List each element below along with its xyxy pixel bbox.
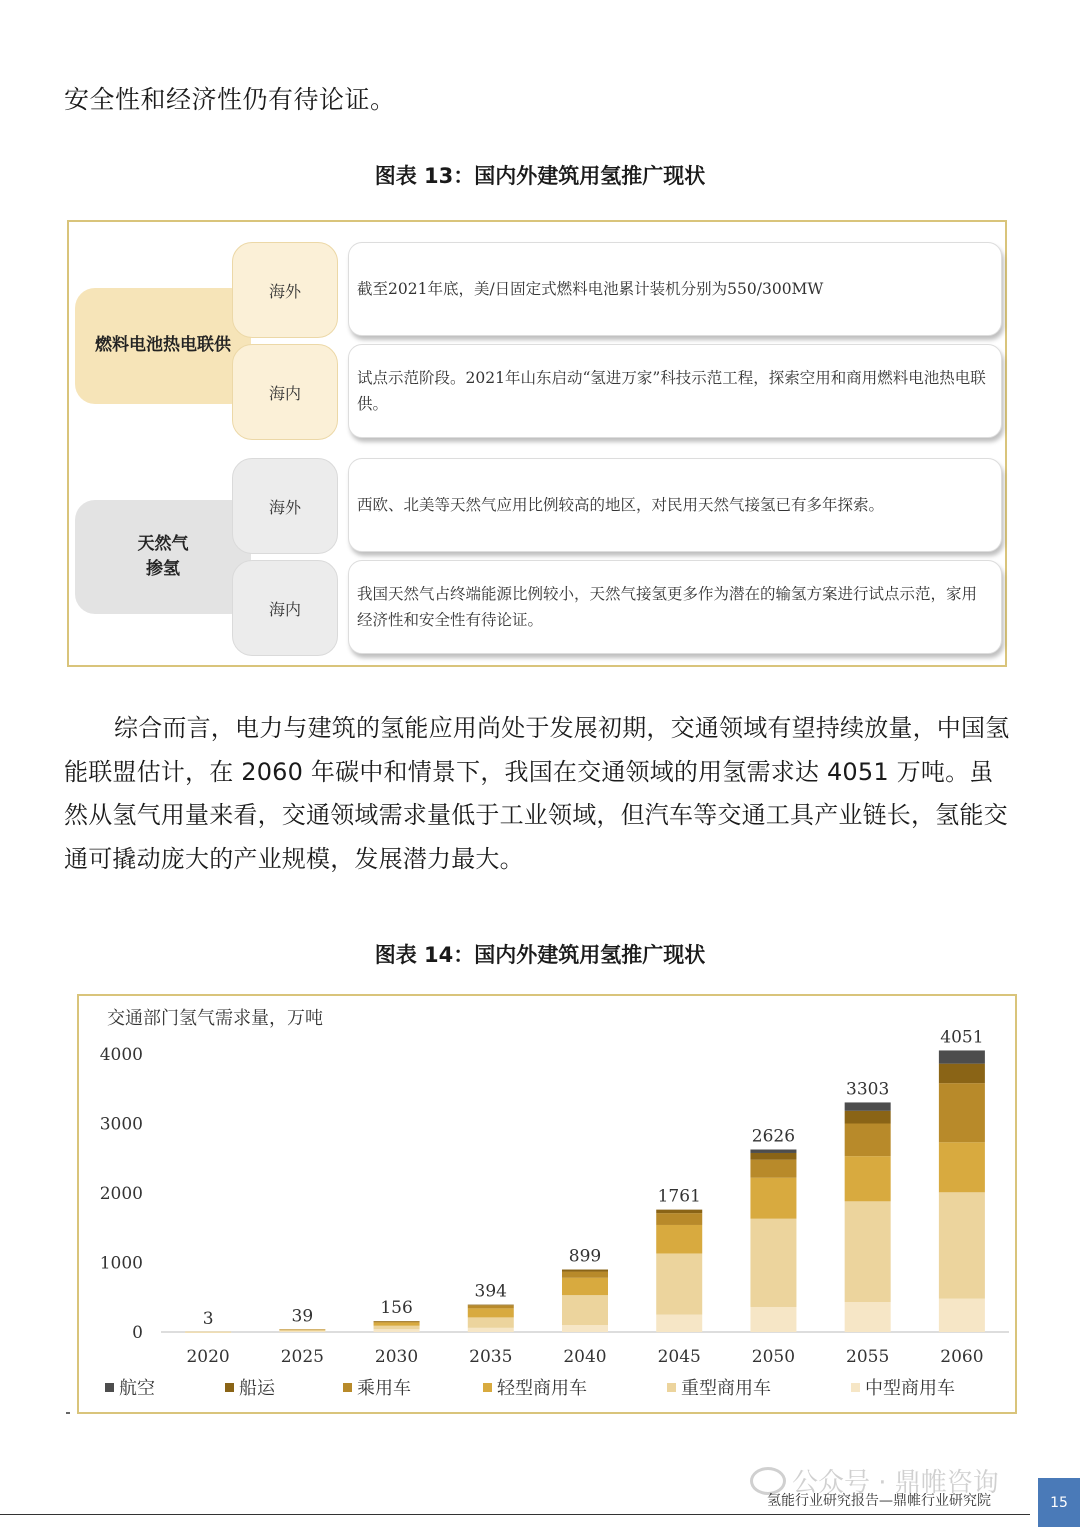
bar-segment bbox=[939, 1064, 985, 1084]
legend-swatch bbox=[667, 1383, 676, 1392]
data-label: 4051 bbox=[940, 1027, 984, 1048]
x-tick-label: 2025 bbox=[280, 1347, 324, 1367]
bar-segment bbox=[656, 1315, 702, 1332]
bar-segment bbox=[845, 1124, 891, 1157]
bar-segment bbox=[562, 1270, 608, 1272]
description-box: 我国天然气占终端能源比例较小，天然气接氢更多作为潜在的输氢方案进行试点示范，家用经济性和安全性有待论证。 bbox=[348, 560, 1002, 654]
x-tick-label: 2045 bbox=[657, 1347, 701, 1367]
legend-label: 中型商用车 bbox=[865, 1378, 955, 1399]
category-natural-gas-line2: 掺氢 bbox=[146, 559, 180, 579]
data-label: 3 bbox=[202, 1308, 214, 1329]
data-label: 156 bbox=[380, 1298, 413, 1319]
bar-segment bbox=[750, 1219, 796, 1307]
category-fuel-cell-chp: 燃料电池热电联供 bbox=[75, 288, 251, 404]
legend-swatch bbox=[343, 1383, 352, 1392]
figure-14-chart bbox=[77, 994, 1017, 1414]
legend-swatch bbox=[225, 1383, 234, 1392]
bar-segment bbox=[468, 1308, 514, 1317]
figure-14-title: 图表 14：国内外建筑用氢推广现状 bbox=[374, 943, 706, 967]
figure-13-diagram bbox=[67, 220, 1007, 667]
data-label: 39 bbox=[291, 1306, 314, 1327]
region-label-overseas: 海外 bbox=[232, 458, 338, 554]
bar-segment bbox=[468, 1305, 514, 1306]
legend-swatch bbox=[483, 1383, 492, 1392]
page-number: 15 bbox=[1038, 1478, 1080, 1527]
bar-segment bbox=[750, 1307, 796, 1332]
bar-segment bbox=[374, 1329, 420, 1332]
footer-divider bbox=[0, 1514, 1030, 1515]
region-label-domestic: 海内 bbox=[232, 560, 338, 656]
bar-segment bbox=[468, 1317, 514, 1327]
bar-segment bbox=[562, 1325, 608, 1332]
bar-segment bbox=[939, 1299, 985, 1332]
bar-segment bbox=[656, 1253, 702, 1314]
y-tick-label: 2000 bbox=[99, 1184, 143, 1204]
bar-segment bbox=[562, 1272, 608, 1278]
intro-paragraph: 安全性和经济性仍有待论证。 bbox=[64, 85, 396, 114]
bar-segment bbox=[845, 1156, 891, 1201]
bar-segment bbox=[939, 1142, 985, 1192]
y-axis-title: 交通部门氢气需求量，万吨 bbox=[107, 1008, 323, 1029]
x-tick-label: 2020 bbox=[186, 1347, 230, 1367]
bar-segment bbox=[750, 1153, 796, 1160]
y-tick-label: 4000 bbox=[99, 1045, 143, 1065]
bar-segment bbox=[656, 1210, 702, 1214]
bar-segment bbox=[374, 1326, 420, 1329]
bar-segment bbox=[562, 1295, 608, 1325]
bar-segment bbox=[750, 1160, 796, 1178]
x-tick-label: 2040 bbox=[563, 1347, 607, 1367]
bar-segment bbox=[845, 1302, 891, 1332]
description-box: 截至2021年底，美/日固定式燃料电池累计装机分别为550/300MW bbox=[348, 242, 1002, 336]
description-box: 西欧、北美等天然气应用比例较高的地区，对民用天然气接氢已有多年探索。 bbox=[348, 458, 1002, 552]
legend-swatch bbox=[851, 1383, 860, 1392]
bar-segment bbox=[750, 1178, 796, 1219]
bar-segment bbox=[279, 1330, 325, 1331]
data-label: 2626 bbox=[751, 1126, 796, 1147]
y-tick-label: 0 bbox=[132, 1323, 143, 1343]
bar-segment bbox=[374, 1323, 420, 1326]
legend-label: 乘用车 bbox=[357, 1378, 411, 1399]
figure-13-title: 图表 13：国内外建筑用氢推广现状 bbox=[374, 164, 706, 188]
x-tick-label: 2035 bbox=[469, 1347, 513, 1367]
bar-segment bbox=[939, 1192, 985, 1298]
bar-segment bbox=[939, 1083, 985, 1142]
bar-segment bbox=[939, 1050, 985, 1063]
legend-label: 轻型商用车 bbox=[497, 1378, 587, 1399]
bar-segment bbox=[468, 1328, 514, 1332]
bar-segment bbox=[374, 1321, 420, 1322]
x-tick-label: 2055 bbox=[846, 1347, 890, 1367]
x-tick-label: 2050 bbox=[751, 1347, 796, 1367]
bar-segment bbox=[468, 1305, 514, 1308]
category-natural-gas-line1: 天然气 bbox=[137, 533, 189, 554]
bar-segment bbox=[656, 1213, 702, 1225]
watermark-text: 公众号 · 鼎帷咨询 bbox=[792, 1468, 999, 1498]
x-tick-label: 2030 bbox=[374, 1347, 419, 1367]
description-box: 试点示范阶段。2021年山东启动“氢进万家”科技示范工程，探索空用和商用燃料电池热电联供。 bbox=[348, 344, 1002, 438]
body-paragraph-text: 综合而言，电力与建筑的氢能应用尚处于发展初期，交通领域有望持续放量，中国氢能联盟估计，在 2060 年碳中和情景下，我国在交通领域的用氢需求达 4051 万吨。虽然从氢气用量来看，交通领域需求量低于工业领域，但汽车等交通工具产业链长，氢能交通可撬动庞大的产业规模，发展潜力最大。 bbox=[64, 714, 1010, 873]
stacked-bar-chart bbox=[79, 996, 1015, 1412]
region-label-domestic: 海内 bbox=[232, 344, 338, 440]
bar-segment bbox=[845, 1201, 891, 1302]
footer-report-name: 氢能行业研究报告—鼎帷行业研究院 bbox=[767, 1493, 991, 1509]
bar-segment bbox=[845, 1111, 891, 1124]
page-mark bbox=[66, 1412, 70, 1414]
bar-segment bbox=[185, 1332, 231, 1333]
category-natural-gas-blend bbox=[75, 500, 251, 614]
x-tick-label: 2060 bbox=[940, 1347, 984, 1367]
data-label: 1761 bbox=[657, 1186, 701, 1207]
y-tick-label: 1000 bbox=[99, 1253, 143, 1274]
bar-segment bbox=[845, 1102, 891, 1110]
legend-label: 航空 bbox=[119, 1378, 155, 1399]
data-label: 899 bbox=[568, 1246, 602, 1267]
data-label: 394 bbox=[474, 1281, 508, 1302]
legend-label: 船运 bbox=[239, 1378, 275, 1399]
legend-swatch bbox=[105, 1383, 114, 1392]
region-label-overseas: 海外 bbox=[232, 242, 338, 338]
bar-segment bbox=[562, 1278, 608, 1295]
body-paragraph bbox=[64, 707, 1014, 881]
legend-label: 重型商用车 bbox=[681, 1378, 771, 1399]
data-label: 3303 bbox=[846, 1079, 890, 1100]
bar-segment bbox=[279, 1329, 325, 1330]
bar-segment bbox=[656, 1225, 702, 1253]
bar-segment bbox=[279, 1331, 325, 1332]
bar-segment bbox=[750, 1149, 796, 1152]
y-tick-label: 3000 bbox=[99, 1114, 143, 1135]
